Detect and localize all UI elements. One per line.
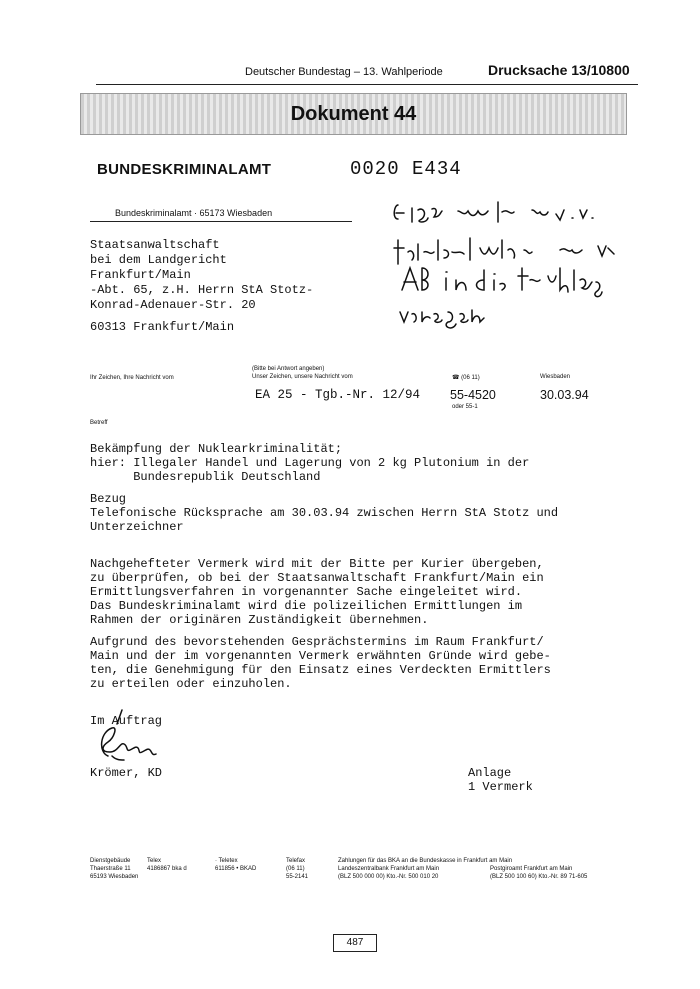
phone-alt: oder 55-1 [452, 404, 478, 410]
footer-telex-value: 4186867 bka d [147, 866, 187, 872]
footer-payment-line: (BLZ 500 000 00) Kto.-Nr. 500 010 20 [338, 874, 439, 880]
handwriting-line-4 [400, 310, 484, 328]
footer-payment-line: Landeszentralbank Frankfurt am Main [338, 866, 440, 872]
footer-payment-line: Zahlungen für das BKA an die Bundeskasse in Frankfurt am Main [338, 858, 513, 864]
sender-line: Bundeskriminalamt · 65173 Wiesbaden [115, 208, 273, 218]
footer-telefax-label: Telefax [286, 858, 306, 864]
footer-telefax-value: 55-2141 [286, 874, 309, 880]
footer-address [90, 857, 138, 881]
body-line: Rahmen der originären Zuständigkeit übernehmen. [90, 613, 429, 627]
recipient-city: 60313 Frankfurt/Main [90, 320, 235, 334]
address-line: Staatsanwaltschaft [90, 238, 220, 252]
footer-teletex-label: · Teletex [215, 858, 238, 864]
address-line: Konrad-Adenauer-Str. 20 [90, 298, 256, 312]
footer-teletex [215, 857, 256, 873]
subject-line: Bundesrepublik Deutschland [90, 470, 321, 484]
body-line: Das Bundeskriminalamt wird die polizeilichen Ermittlungen im [90, 599, 523, 613]
signature-scribble [102, 728, 156, 760]
body-line: ten, die Genehmigung für den Einsatz eines Verdeckten Ermittlers [90, 663, 551, 677]
publication-header: Deutscher Bundestag – 13. Wahlperiode [245, 66, 443, 78]
stamp-number: 0020 E434 [350, 158, 462, 180]
ref-note: (Bitte bei Antwort angeben) [252, 366, 325, 372]
address-line: bei dem Landgericht [90, 253, 227, 267]
address-line: Frankfurt/Main [90, 268, 191, 282]
bezug-line: Telefonische Rücksprache am 30.03.94 zwischen Herrn StA Stotz und [90, 506, 559, 520]
letter-date: 30.03.94 [540, 388, 589, 402]
footer-telex [147, 857, 187, 873]
footer-address-line: Thaerstraße 11 [90, 866, 131, 872]
signatory-name: Krömer, KD [90, 766, 163, 780]
drucksache-number: Drucksache 13/10800 [488, 62, 630, 78]
footer-address-line: Dienstgebäude [90, 858, 131, 864]
place-label: Wiesbaden [540, 374, 571, 380]
handwriting-line-1 [394, 202, 593, 222]
handwriting-line-3 [402, 268, 602, 297]
footer-postgiro-line: (BLZ 500 100 60) Kto.-Nr. 89 71-605 [490, 874, 588, 880]
phone-label: ☎ (06 11) [452, 375, 480, 381]
subject-line: hier: Illegaler Handel und Lagerung von 2 kg Plutonium in der [90, 456, 530, 470]
im-auftrag: Im Auftrag [90, 714, 163, 728]
body-line: Main und der im vorgenannten Vermerk erwähnten Gründe wird gebe- [90, 649, 551, 663]
address-line: -Abt. 65, z.H. Herrn StA Stotz- [90, 283, 314, 297]
body-line: zu erteilen oder einzuholen. [90, 677, 292, 691]
anlage-value: 1 Vermerk [468, 780, 533, 794]
anlage-label: Anlage [468, 766, 512, 780]
footer-teletex-value: 611856 • BKAD [215, 866, 257, 872]
body-line: zu überprüfen, ob bei der Staatsanwaltschaft Frankfurt/Main ein [90, 571, 544, 585]
footer-telefax [286, 857, 308, 881]
footer-address-line: 65193 Wiesbaden [90, 874, 139, 880]
footer-postgiro [490, 865, 587, 881]
body-line: Nachgehefteter Vermerk wird mit der Bitte per Kurier übergeben, [90, 557, 544, 571]
bezug-label: Bezug [90, 492, 127, 506]
document-label: Dokument 44 [290, 103, 417, 125]
betreff-label: Betreff [90, 420, 108, 426]
page-number: 487 [333, 934, 377, 952]
footer-telefax-value: (06 11) [286, 866, 305, 872]
body-line: Aufgrund des bevorstehenden Gesprächstermins im Raum Frankfurt/ [90, 635, 544, 649]
your-ref-label: Ihr Zeichen, Ihre Nachricht vom [90, 375, 174, 381]
footer-payment [338, 857, 512, 881]
our-ref-label: Unser Zeichen, unsere Nachricht vom [252, 374, 353, 380]
bezug-line: Unterzeichner [90, 520, 184, 534]
footer-telex-label: Telex [147, 858, 162, 864]
organization-name: BUNDESKRIMINALAMT [97, 161, 272, 178]
im-auftrag-slash [117, 710, 122, 724]
subject-line: Bekämpfung der Nuklearkriminalität; [90, 442, 343, 456]
handwriting-line-2 [394, 238, 614, 264]
body-line: Ermittlungsverfahren in vorgenannter Sache eingeleitet wird. [90, 585, 523, 599]
our-reference: EA 25 - Tgb.-Nr. 12/94 [255, 388, 421, 402]
footer-postgiro-line: Postgiroamt Frankfurt am Main [490, 866, 573, 872]
phone-extension: 55-4520 [450, 388, 496, 402]
